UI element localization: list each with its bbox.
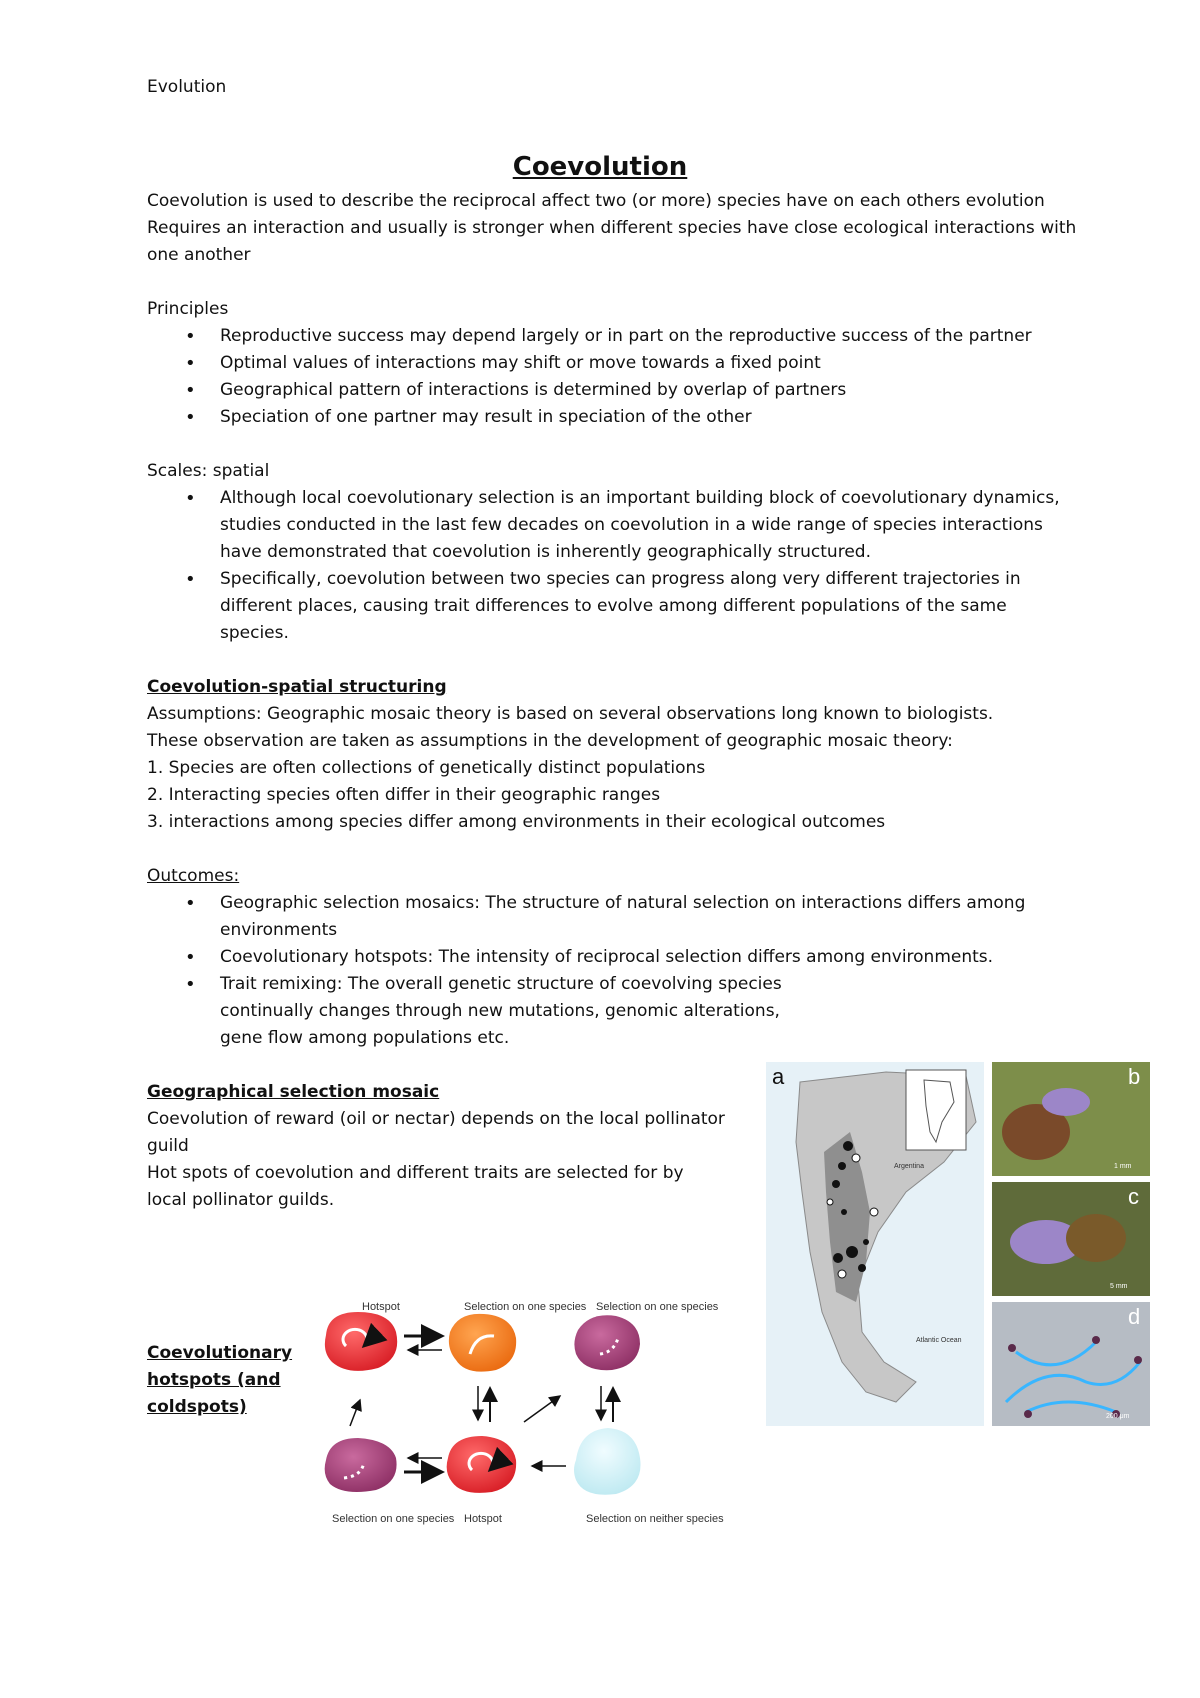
figure-map-photos (766, 1062, 1150, 1426)
hotspot-blob (447, 1436, 516, 1493)
label-bot-mid: Hotspot (464, 1513, 502, 1525)
page-title: Coevolution (512, 152, 688, 182)
map-ocean-label: Atlantic Ocean (916, 1337, 962, 1344)
inset-map (906, 1070, 966, 1150)
label-top-right: Selection on one species (596, 1301, 719, 1313)
hotspots-heading: Coevolutionary hotspots (and coldspots) (147, 1343, 293, 1417)
spatial-line: 1. Species are often collections of genetically distinct populations (147, 758, 706, 778)
selection-one-species-blob (449, 1314, 516, 1372)
scale-b: 1 mm (1114, 1163, 1132, 1170)
label-top-left: Hotspot (362, 1301, 400, 1313)
outcomes-list (147, 890, 1077, 1052)
intro-line-2: Requires an interaction and usually is stronger when different species have close ecological interactions with one another (147, 218, 1077, 265)
outcomes-heading: Outcomes: (147, 866, 240, 886)
mosaic-line: Hot spots of coevolution and different traits are selected for by local pollinator guilds. (147, 1163, 684, 1210)
list-item: • Although local coevolutionary selection is an important building block of coevolutionary dynamics, studies conducted in the last few decades on coevolution in a wide range of species interactions have demonstrated that coevolution is inherently geographically structured. (147, 485, 1077, 566)
coldspot-blob (574, 1428, 641, 1495)
intro-line-1: Coevolution is used to describe the reciprocal affect two (or more) species have on each others evolution (147, 191, 1045, 211)
mosaic-line: Coevolution of reward (oil or nectar) depends on the local pollinator guild (147, 1109, 725, 1156)
mosaic-heading: Geographical selection mosaic (147, 1082, 440, 1102)
page-header: Evolution (147, 77, 227, 97)
panel-letter-b: b (1128, 1064, 1141, 1089)
scale-c: 5 mm (1110, 1283, 1128, 1290)
main-text (147, 188, 1077, 1214)
principles-list (147, 323, 1077, 431)
list-item: • Specifically, coevolution between two species can progress along very different trajectories in different places, causing trait differences to evolve among different populations of the same species. (147, 566, 1077, 647)
list-item: • Optimal values of interactions may shift or move towards a fixed point (147, 350, 1077, 377)
map-country-label: Argentina (894, 1163, 924, 1170)
photo-microscope-d (992, 1302, 1150, 1426)
spatial-line: These observation are taken as assumptions in the development of geographic mosaic theory: (147, 731, 953, 751)
spatial-line: Assumptions: Geographic mosaic theory is based on several observations long known to biologists. (147, 704, 994, 724)
selection-one-species-blob (325, 1438, 397, 1492)
spatial-line: 2. Interacting species often differ in their geographic ranges (147, 785, 661, 805)
list-item: • Trait remixing: The overall genetic structure of coevolving species continually changes through new mutations, genomic alterations, gene flow among populations etc. (147, 971, 800, 1052)
list-item: • Reproductive success may depend largely or in part on the reproductive success of the partner (147, 323, 1077, 350)
selection-one-species-blob (574, 1315, 640, 1370)
list-item: • Speciation of one partner may result in speciation of the other (147, 404, 1077, 431)
hotspot-blob (325, 1312, 397, 1371)
panel-letter-d: d (1128, 1304, 1141, 1329)
hotspot-diagram (318, 1300, 724, 1560)
scale-d: 200 μm (1106, 1413, 1130, 1420)
spatial-heading: Coevolution-spatial structuring (147, 677, 447, 697)
list-item: • Geographical pattern of interactions is determined by overlap of partners (147, 377, 1077, 404)
label-bot-right: Selection on neither species (586, 1513, 724, 1525)
list-item: • Coevolutionary hotspots: The intensity of reciprocal selection differs among environments. (147, 944, 1077, 971)
principles-heading: Principles (147, 299, 229, 319)
label-top-mid: Selection on one species (464, 1301, 587, 1313)
spatial-line: 3. interactions among species differ among environments in their ecological outcomes (147, 812, 886, 832)
scales-heading: Scales: spatial (147, 461, 270, 481)
scales-list (147, 485, 1077, 647)
label-bot-left: Selection on one species (332, 1513, 455, 1525)
list-item: • Geographic selection mosaics: The structure of natural selection on interactions differs among environments (147, 890, 1077, 944)
panel-letter-c: c (1128, 1184, 1139, 1209)
panel-letter-a: a (772, 1064, 785, 1089)
